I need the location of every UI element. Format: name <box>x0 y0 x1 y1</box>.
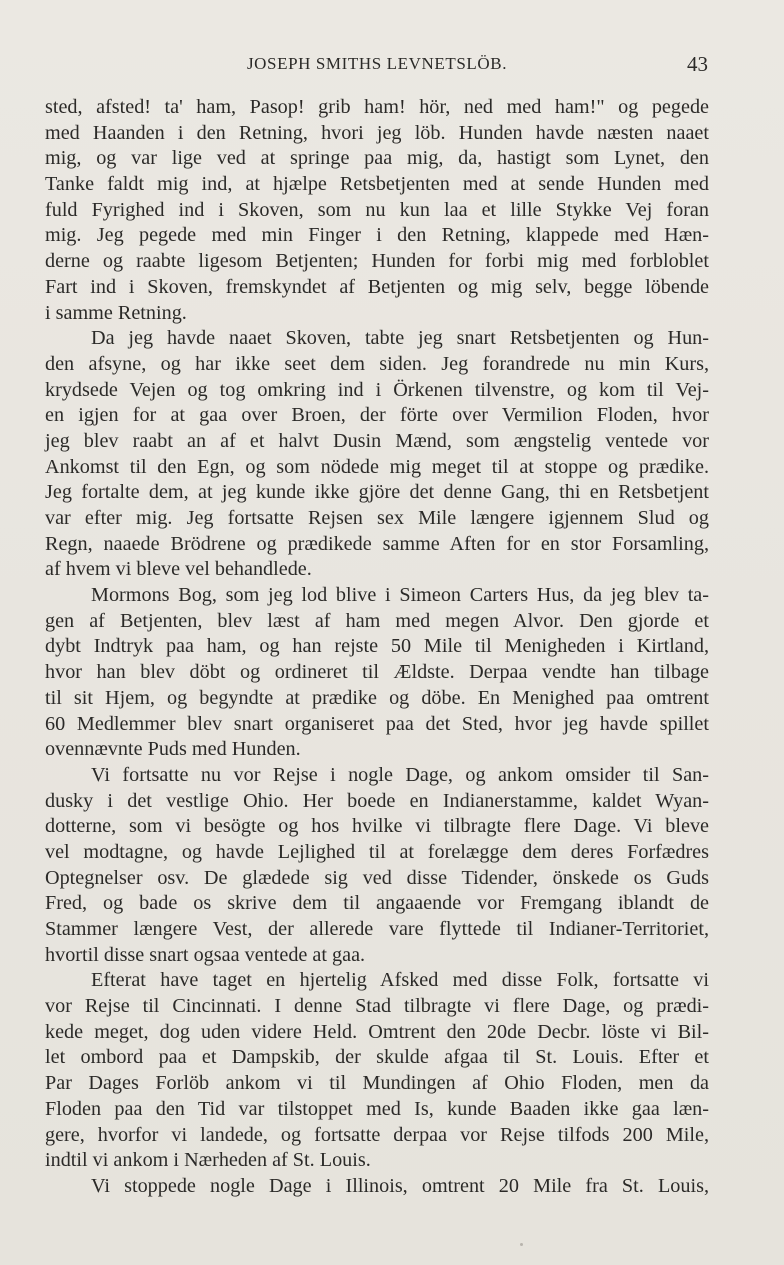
text-line: derne og raabte ligesom Betjenten; Hunden for forbi mig med forbloblet <box>45 250 709 273</box>
text-line: af hvem vi bleve vel behandlede. <box>45 558 312 581</box>
text-line: sted, afsted! ta' ham, Pasop! grib ham! hör, ned med ham!" og pegede <box>45 96 709 118</box>
text-line: i samme Retning. <box>45 301 187 324</box>
text-line: en igjen for at gaa over Broen, der förte over Vermilion Floden, hvor <box>45 404 709 427</box>
text-line: kede meget, dog uden videre Held. Omtrent den 20de Decbr. löste vi Bil- <box>45 1020 709 1043</box>
text-line: dybt Indtryk paa ham, og han rejste 50 Mile til Menigheden i Kirtland, <box>45 635 709 658</box>
text-line: Optegnelser osv. De glædede sig ved disse Tidender, önskede os Guds <box>45 866 709 889</box>
paragraph-start-line: Efterat have taget en hjertelig Afsked med disse Folk, fortsatte vi <box>91 969 709 992</box>
text-line: Regn, naaede Brödrene og prædikede samme Aften for en stor Forsamling, <box>45 532 709 555</box>
text-line: Jeg fortalte dem, at jeg kunde ikke gjöre det denne Gang, thi en Retsbetjent <box>45 481 709 504</box>
text-line: jeg blev raabt an af et halvt Dusin Mænd, som ængstelig ventede vor <box>45 429 709 452</box>
text-line: let ombord paa et Dampskib, der skulde afgaa til St. Louis. Efter et <box>45 1046 709 1069</box>
running-title: JOSEPH SMITHS LEVNETSLÖB. <box>246 54 508 73</box>
text-line: Fart ind i Skoven, fremskyndet af Betjenten og mig selv, begge löbende <box>45 275 709 298</box>
paragraph-start-line: Vi stoppede nogle Dage i Illinois, omtrent 20 Mile fra St. Louis, <box>91 1174 709 1197</box>
body-text <box>45 95 709 1200</box>
text-line: den afsyne, og har ikke seet dem siden. Jeg forandrede nu min Kurs, <box>45 352 709 375</box>
text-line: krydsede Vejen og tog omkring ind i Örkenen tilvenstre, og kom til Vej- <box>45 378 709 401</box>
text-line: hvortil disse snart ogsaa ventede at gaa. <box>45 943 366 966</box>
paper-speck <box>520 1243 523 1246</box>
text-line: fuld Fyrighed ind i Skoven, som nu kun laa et lille Stykke Vej foran <box>45 198 709 221</box>
paragraph-start-line: Mormons Bog, som jeg lod blive i Simeon Carters Hus, da jeg blev ta- <box>91 584 709 607</box>
text-line: dusky i det vestlige Ohio. Her boede en Indianerstamme, kaldet Wyan- <box>45 789 709 812</box>
text-line: gere, hvorfor vi landede, og fortsatte derpaa vor Rejse tilfods 200 Mile, <box>45 1123 709 1146</box>
text-line: Stammer længere Vest, der allerede vare flyttede til Indianer-Territoriet, <box>45 918 709 940</box>
text-line: Fred, og bade os skrive dem til angaaende vor Fremgang iblandt de <box>45 892 709 915</box>
text-line: til sit Hjem, og begyndte at prædike og döbe. En Menighed paa omtrent <box>45 686 709 709</box>
text-line: mig, og var lige ved at springe paa mig, da, hastigt som Lynet, den <box>45 147 709 170</box>
text-line: ovennævnte Puds med Hunden. <box>45 738 301 761</box>
text-line: mig. Jeg pegede med min Finger i den Retning, klappede med Hæn- <box>45 224 709 247</box>
text-line: dotterne, som vi besögte og hos hvilke vi tilbragte flere Dage. Vi bleve <box>45 815 709 838</box>
text-line: vel modtagne, og havde Lejlighed til at forelægge dem deres Forfædres <box>45 840 709 863</box>
paragraph-start-line: Vi fortsatte nu vor Rejse i nogle Dage, og ankom omsider til San- <box>91 763 709 786</box>
running-head <box>46 54 708 80</box>
text-line: hvor han blev döbt og ordineret til Ældste. Derpaa vendte han tilbage <box>45 661 709 684</box>
text-line: indtil vi ankom i Nærheden af St. Louis. <box>45 1149 371 1172</box>
page-number: 43 <box>687 52 708 76</box>
text-line: gen af Betjenten, blev læst af ham med megen Alvor. Den gjorde et <box>45 609 709 632</box>
text-line: 60 Medlemmer blev snart organiseret paa det Sted, hvor jeg havde spillet <box>45 712 709 735</box>
text-line: vor Rejse til Cincinnati. I denne Stad tilbragte vi flere Dage, og prædi- <box>45 995 709 1018</box>
text-line: Tanke faldt mig ind, at hjælpe Retsbetjenten med at sende Hunden med <box>45 173 709 196</box>
paragraph-start-line: Da jeg havde naaet Skoven, tabte jeg snart Retsbetjenten og Hun- <box>91 327 709 350</box>
text-line: Floden paa den Tid var tilstoppet med Is, kunde Baaden ikke gaa læn- <box>45 1097 709 1120</box>
text-line: var efter mig. Jeg fortsatte Rejsen sex Mile længere igjennem Slud og <box>45 507 709 529</box>
text-line: Par Dages Forlöb ankom vi til Mundingen af Ohio Floden, men da <box>45 1072 709 1095</box>
text-line: Ankomst til den Egn, og som nödede mig meget til at stoppe og prædike. <box>45 455 709 478</box>
text-line: med Haanden i den Retning, hvori jeg löb. Hunden havde næsten naaet <box>45 121 709 144</box>
